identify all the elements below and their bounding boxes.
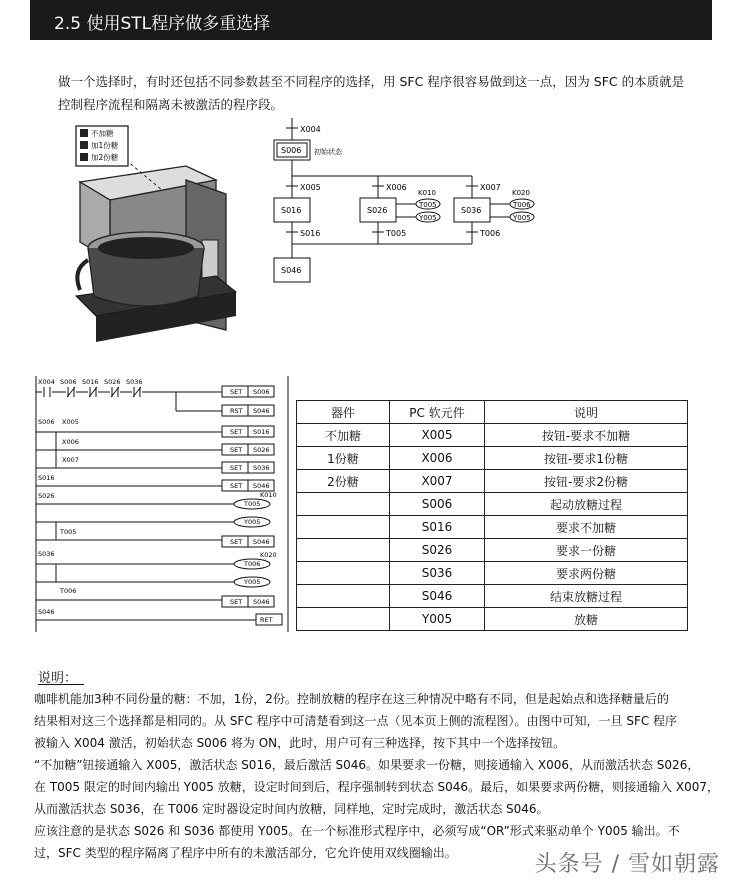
table-row [297, 608, 688, 631]
ladder-k-label: K020 [260, 551, 277, 559]
notes-line: 过，SFC 类型的程序隔离了程序中所有的未激活部分，它允许使用双线圈输出。 [34, 846, 457, 860]
table-cell: 按钮-要求2份糖 [485, 470, 688, 493]
table-cell: Y005 [390, 608, 485, 631]
table-header-cell: PC 软元件 [390, 401, 485, 424]
ladder-contact-label: T006 [60, 587, 77, 595]
ladder-contact-label: S026 [38, 492, 55, 500]
table-row [297, 562, 688, 585]
ladder-coil-label: SET [230, 598, 243, 606]
table-row [297, 493, 688, 516]
table-cell: 要求一份糖 [485, 539, 688, 562]
table-cell: 按钮-要求1份糖 [485, 447, 688, 470]
table-row [297, 539, 688, 562]
notes-line: 咖啡机能加3种不同份量的糖：不加，1份，2份。控制放糖的程序在这三种情况中略有不同，但是起始点和选择糖量后的 [34, 692, 669, 706]
table-cell [297, 516, 390, 539]
ladder-contact-label: S026 [104, 378, 121, 386]
table-cell: 要求不加糖 [485, 516, 688, 539]
ladder-contact-label: S046 [38, 608, 55, 616]
ladder-coil-label: T006 [244, 560, 261, 568]
table-header-row [297, 401, 688, 424]
notes-line: 结果相对这三个选择都是相同的。从 SFC 程序中可清楚看到这一点（见本页上侧的流程图）。由图中可知，一旦 SFC 程序 [34, 714, 678, 728]
sfc-input: X006 [386, 183, 407, 192]
table-cell [297, 562, 390, 585]
section-title: 2.5 使用STL程序做多重选择 [54, 14, 271, 34]
machine-button-label: 加1份糖 [91, 141, 119, 150]
sfc-state: S046 [281, 266, 302, 275]
ladder-coil-label: S026 [253, 446, 270, 454]
sfc-k: K010 [418, 189, 436, 197]
ladder-contact-label: S016 [82, 378, 99, 386]
table-cell [297, 608, 390, 631]
ladder-coil-label: Y005 [244, 518, 261, 526]
table-row [297, 470, 688, 493]
table-header-cell: 说明 [485, 401, 688, 424]
sfc-input: X007 [480, 183, 501, 192]
ladder-contact-label: S036 [38, 550, 55, 558]
notes-line: 在 T005 限定的时间内输出 Y005 放糖，设定时间到后，程序强制转到状态 S046。最后，如果要求两份糖，则接通输入 X007， [34, 780, 720, 794]
table-cell: 要求两份糖 [485, 562, 688, 585]
machine-button-label: 不加糖 [91, 129, 114, 138]
ladder-coil-label: Y005 [244, 578, 261, 586]
table-cell: S036 [390, 562, 485, 585]
sfc-output: Y005 [419, 214, 437, 222]
sfc-output: Y005 [513, 214, 531, 222]
sfc-state: S016 [281, 206, 302, 215]
section-header [30, 0, 712, 40]
intro-paragraph [58, 70, 718, 116]
ladder-contact-label: X007 [62, 456, 79, 464]
machine-button-label: 加2份糖 [91, 153, 119, 162]
intro-line: 做一个选择时，有时还包括不同参数甚至不同程序的选择，用 SFC 程序很容易做到这一点，因为 SFC 的本质就是 [58, 74, 685, 89]
intro-line: 控制程序流程和隔离未被激活的程序段。 [58, 97, 284, 112]
table-row [297, 424, 688, 447]
sfc-state: S026 [367, 206, 388, 215]
ladder-coil-label: S046 [253, 482, 270, 490]
ladder-coil-label: SET [230, 482, 243, 490]
ladder-coil-label: S046 [253, 538, 270, 546]
notes-title: 说明： [38, 671, 78, 686]
ladder-coil-label: S016 [253, 428, 270, 436]
coffee-machine-illustration [66, 120, 246, 350]
ladder-contact-label: S006 [60, 378, 77, 386]
ladder-contact-label: S016 [38, 474, 55, 482]
table-cell: 放糖 [485, 608, 688, 631]
table-cell: 按钮-要求不加糖 [485, 424, 688, 447]
table-row [297, 447, 688, 470]
ladder-coil-label: SET [230, 446, 243, 454]
table-cell: S026 [390, 539, 485, 562]
table-cell: X007 [390, 470, 485, 493]
ladder-coil-label: SET [230, 464, 243, 472]
ladder-coil-label: S006 [253, 388, 270, 396]
ladder-coil-label: RET [260, 616, 273, 624]
ladder-coil-label: SET [230, 428, 243, 436]
table-cell [297, 585, 390, 608]
device-table [296, 400, 688, 631]
table-cell: 1份糖 [297, 447, 390, 470]
table-cell: 2份糖 [297, 470, 390, 493]
table-cell: S006 [390, 493, 485, 516]
sfc-state: S006 [281, 146, 302, 155]
ladder-coil-label: SET [230, 388, 243, 396]
ladder-diagram [34, 376, 292, 632]
ladder-contact-label: X005 [62, 418, 79, 426]
sfc-timer: T005 [419, 201, 437, 209]
table-row [297, 585, 688, 608]
ladder-contact-label: S006 [38, 418, 55, 426]
ladder-coil-label: RST [230, 407, 243, 415]
ladder-coil-label: S046 [253, 407, 270, 415]
table-cell: S046 [390, 585, 485, 608]
notes-line: 被输入 X004 激活，初始状态 S006 将为 ON，此时，用户可有三种选择，按下其中一个选择按钮。 [34, 736, 566, 750]
watermark: 头条号 / 雪如朝露 [534, 852, 720, 877]
table-row [297, 516, 688, 539]
table-cell: S016 [390, 516, 485, 539]
sfc-k: K020 [512, 189, 530, 197]
sfc-timer: T006 [513, 201, 531, 209]
table-header-cell: 器件 [297, 401, 390, 424]
sfc-state: S036 [461, 206, 482, 215]
notes-line: 应该注意的是状态 S026 和 S036 都使用 Y005。在一个标准形式程序中，必须写成“OR”形式来驱动单个 Y005 输出。不 [34, 824, 680, 838]
ladder-coil-label: S036 [253, 464, 270, 472]
ladder-contact-label: T005 [60, 528, 77, 536]
ladder-k-label: K010 [260, 491, 277, 499]
ladder-coil-label: SET [230, 538, 243, 546]
table-cell: 结束放糖过程 [485, 585, 688, 608]
ladder-contact-label: X006 [62, 438, 79, 446]
sfc-flowchart [266, 118, 566, 293]
table-cell: X005 [390, 424, 485, 447]
table-cell: 起动放糖过程 [485, 493, 688, 516]
ladder-coil-label: T005 [244, 500, 261, 508]
sfc-exit: S016 [300, 229, 321, 238]
table-cell [297, 539, 390, 562]
notes-title-underline [38, 684, 84, 685]
notes-body [34, 688, 724, 864]
table-cell: X006 [390, 447, 485, 470]
ladder-coil-label: S046 [253, 598, 270, 606]
table-cell [297, 493, 390, 516]
sfc-exit: T005 [386, 229, 407, 238]
ladder-contact-label: S036 [126, 378, 143, 386]
ladder-contact-label: X004 [38, 378, 55, 386]
sfc-init-label: 初始状态 [314, 148, 342, 156]
sfc-input: X005 [300, 183, 321, 192]
notes-line: 从而激活状态 S036，在 T006 定时器设定时间内放糖，同样地，定时完成时，激活状态 S046。 [34, 802, 549, 816]
sfc-exit: T006 [480, 229, 501, 238]
sfc-input: X004 [300, 125, 321, 134]
notes-line: “不加糖”钮接通输入 X005，激活状态 S016，最后激活 S046。如果要求一份糖，则接通输入 X006，从而激活状态 S026， [34, 758, 700, 772]
table-cell: 不加糖 [297, 424, 390, 447]
